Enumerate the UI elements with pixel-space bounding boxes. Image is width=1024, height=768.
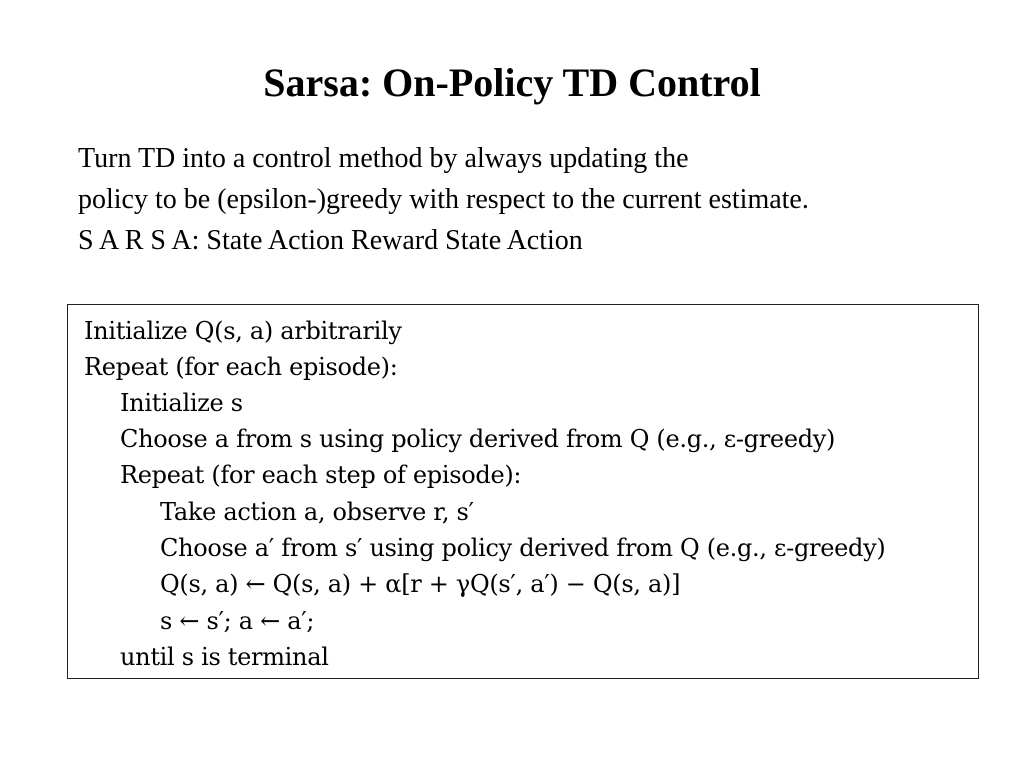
algorithm-line-1: Initialize Q(s, a) arbitrarily <box>84 317 402 345</box>
algorithm-line-9: s ← s′; a ← a′; <box>160 607 315 635</box>
algorithm-line-10: until s is terminal <box>120 643 329 671</box>
intro-line-3: S A R S A: State Action Reward State Action <box>78 225 583 256</box>
algorithm-line-8: Q(s, a) ← Q(s, a) + α[r + γQ(s′, a′) − Q(s, a)] <box>160 570 681 598</box>
algorithm-line-3: Initialize s <box>120 389 243 417</box>
algorithm-line-5: Repeat (for each step of episode): <box>120 461 522 489</box>
intro-line-2: policy to be (epsilon-)greedy with respect to the current estimate. <box>78 184 809 215</box>
algorithm-line-7: Choose a′ from s′ using policy derived from Q (e.g., ε-greedy) <box>160 534 886 562</box>
algorithm-line-6: Take action a, observe r, s′ <box>160 498 474 526</box>
algorithm-line-4: Choose a from s using policy derived from Q (e.g., ε-greedy) <box>120 425 836 453</box>
algorithm-box <box>67 304 979 679</box>
intro-line-1: Turn TD into a control method by always updating the <box>78 143 689 174</box>
slide-title: Sarsa: On-Policy TD Control <box>263 60 761 105</box>
intro-text <box>78 138 998 261</box>
algorithm-line-2: Repeat (for each episode): <box>84 353 398 381</box>
